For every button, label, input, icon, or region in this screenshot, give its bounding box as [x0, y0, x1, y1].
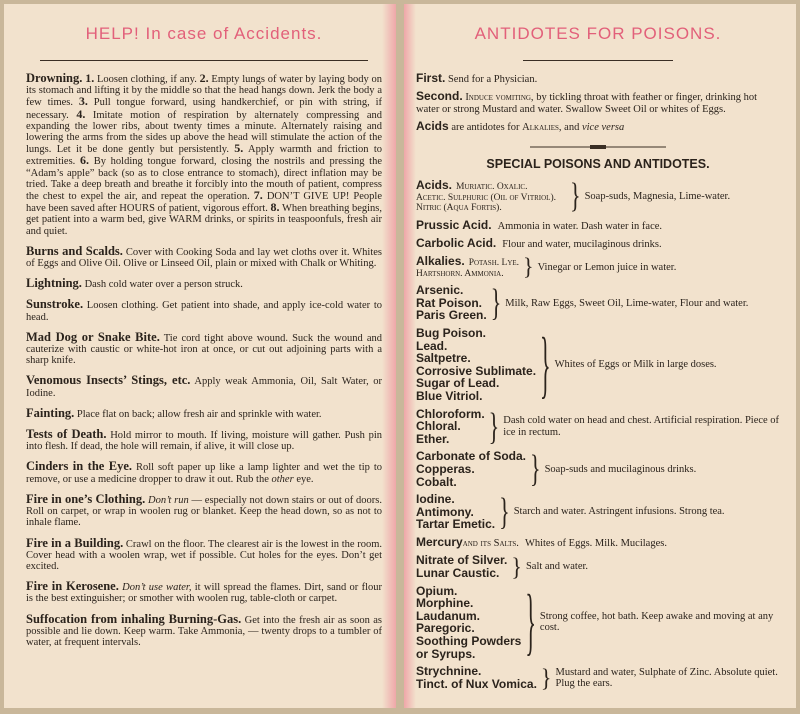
entry-heading: Fire in a Building.: [26, 535, 124, 550]
poison-qualifier: and its Salts.: [462, 537, 519, 549]
brace-glyph: }: [499, 489, 510, 533]
acids-note-text: are antidotes for: [448, 121, 523, 133]
poison-row: [416, 536, 780, 550]
entry-text: Apply weak Ammonia, Oil, Salt Water, or Iodine.: [26, 376, 383, 399]
entry-text: — especially not down stairs or out of doors. Roll on carpet, or wrap in woolen rug or blanket. Keep the head down, so as not to inhale flame.: [26, 494, 383, 529]
accident-entry: [26, 405, 382, 420]
poison-row: [416, 237, 780, 250]
poison-name: Carbolic Acid.: [416, 235, 497, 250]
poison-names: [416, 665, 537, 690]
poison-variety: Muriatic. Oxalic.: [456, 182, 528, 193]
brace-glyph: }: [511, 552, 522, 581]
poison-name: Paregoric.: [416, 621, 475, 636]
poison-name: Chloroform.: [416, 406, 485, 421]
antidote-text: Dash cold water on head and chest. Artificial respiration. Piece of ice in rectum.: [503, 415, 780, 438]
poison-name-line: [416, 255, 519, 269]
entry-heading: Drowning.: [26, 71, 83, 85]
poison-name: Mercury: [416, 534, 463, 549]
step-number: 3.: [78, 94, 88, 109]
entry-text: Loosen clothing, if any.: [94, 74, 200, 85]
poison-name: Corrosive Sublimate.: [416, 363, 537, 378]
poison-name: Saltpetre.: [416, 351, 471, 366]
poison-name: or Syrups.: [416, 646, 476, 661]
acids-note: [416, 118, 780, 133]
entry-text: Crawl on the floor. The clearest air is the lowest in the room. Cover head with a woolen wrap, wet if possible. Cut holes for the eyes. Don’t get excited.: [26, 538, 383, 572]
entry-text: Tie cord tight above wound. Suck the wound and cauterize with caustic or white-hot iron at once, or cut out adjoining parts with a sharp knife.: [26, 332, 382, 367]
antidote-text: Whites of Eggs or Milk in large doses.: [554, 359, 717, 371]
antidote-text: Whites of Eggs. Milk. Mucilages.: [524, 537, 667, 549]
entry-text: Empty lungs of water by laying body on its stomach and lifting it by the middle so that the head hangs down. Jerk the body a few times.: [26, 74, 383, 109]
poison-names: [416, 450, 526, 488]
poison-group: [416, 255, 780, 279]
first-step: [416, 73, 780, 85]
entry-heading: Lightning.: [26, 276, 82, 291]
poison-names: [416, 585, 521, 661]
entry-text: Apply warmth and friction to extremities.: [26, 144, 382, 168]
poison-names: [416, 408, 485, 446]
brace-glyph: }: [525, 577, 536, 664]
poison-name: Carbonate of Soda.: [416, 449, 527, 464]
accident-entry: [26, 375, 382, 398]
poison-name-line: [416, 179, 566, 193]
entry-text: When breathing begins, get patient into a warm bed, give WARM drinks, or spirits in teaspoonfuls, fresh air and quiet.: [26, 203, 382, 237]
step-number: 8.: [270, 200, 280, 215]
poison-group: [416, 446, 780, 490]
entry-text: Cover with Cooking Soda and lay wet cloths over it. Whites of Eggs and Olive Oil. Olive or Linseed Oil, plain or mixed with Chalk or Whiting.: [26, 246, 382, 270]
entry-text: By holding tongue forward, closing the nostrils and pressing the “Adam’s apple” back (so as to close entrance to stomach), direct inflation may be tried. Take a deep breath and breathe it forcibly into the mouth of patient, compress the chest to expel the air, and repeat the operation.: [26, 156, 382, 203]
entry-text: Imitate motion of respiration by alternately compressing and expanding the lower ribs, about twenty times a minute. Alternately raising and lowering the arms from the sides up above the head will stimulate the action of the lungs. Let it be done gently but persistently.: [26, 109, 382, 156]
entry-heading: Cinders in the Eye.: [26, 459, 133, 474]
poison-name: Blue Vitriol.: [416, 389, 483, 404]
step-number: 7.: [253, 188, 263, 203]
poison-names: [416, 327, 536, 403]
entry-heading: Sunstroke.: [26, 297, 84, 312]
antidote-text: Starch and water. Astringent infusions. Strong tea.: [513, 506, 725, 518]
antidote-text: Soap-suds and mucilaginous drinks.: [544, 463, 697, 475]
poison-name: Copperas.: [416, 462, 475, 476]
poison-name: Cobalt.: [416, 474, 457, 489]
entry-heading: Fire in Kerosene.: [26, 579, 119, 594]
acids-note-italic: vice versa: [581, 121, 625, 133]
antidote-text: Mustard and water, Sulphate of Zinc. Absolute quiet. Plug the ears.: [555, 666, 778, 689]
poison-names: [416, 284, 487, 322]
second-step-heading: Second.: [416, 89, 463, 104]
entry-text: Roll soft paper up like a lamp lighter and wet the tip to remove, or use a medicine dropper to draw it out. Rub the: [26, 462, 382, 485]
poison-name: Tartar Emetic.: [416, 517, 496, 532]
title-rule: [40, 60, 368, 61]
flourish-icon: [528, 142, 668, 152]
entry-text: eye.: [293, 473, 314, 485]
entry-heading: Suffocation from inhaling Burning-Gas.: [26, 611, 242, 626]
accident-entry: [26, 581, 382, 604]
poison-name: Morphine.: [416, 596, 474, 611]
brace-glyph: }: [490, 280, 502, 324]
first-step-text: Send for a Physician.: [445, 74, 538, 85]
entry-text: Pull tongue forward, using handkerchief, or pin with string, if necessary.: [26, 97, 382, 121]
antidote-text: Milk, Raw Eggs, Sweet Oil, Lime-water, Flour and water.: [505, 297, 749, 309]
antidote-text: Salt and water.: [525, 561, 589, 573]
poison-name: Sugar of Lead.: [416, 376, 500, 391]
poison-group: [416, 320, 780, 407]
brace-glyph: }: [570, 176, 581, 216]
accident-entry: [26, 429, 382, 452]
entry-emphasis: other: [271, 473, 294, 485]
brace-glyph: }: [540, 320, 551, 407]
brace-glyph: }: [530, 446, 541, 490]
second-step: [416, 91, 780, 115]
right-page: [404, 4, 796, 708]
accident-entry: [26, 461, 382, 484]
poison-name: Lead.: [416, 338, 448, 353]
entry-text: Dash cold water over a person struck.: [81, 279, 243, 291]
accident-entry: [26, 278, 382, 290]
entry-text: Get into the fresh air as soon as possible and lie down. Keep warm. Take Ammonia, — twenty drops to a tumbler of water, at frequent intervals.: [26, 614, 382, 648]
antidote-text: Vinegar or Lemon juice in water.: [537, 261, 677, 273]
poison-name: Prussic Acid.: [416, 217, 492, 232]
poison-name: Rat Poison.: [416, 295, 483, 310]
entry-heading: Fainting.: [26, 405, 75, 420]
accident-entry: [26, 73, 382, 237]
poison-group: [416, 280, 780, 324]
poison-name: Bug Poison.: [416, 326, 486, 341]
entry-emphasis: Don’t use water,: [122, 582, 192, 594]
poison-group: [416, 176, 780, 216]
accident-entry: [26, 243, 382, 270]
poison-group: [416, 554, 780, 579]
poison-name: Soothing Powders: [416, 634, 522, 649]
entry-heading: Mad Dog or Snake Bite.: [26, 329, 160, 344]
acids-note-heading: Acids: [416, 118, 449, 133]
poison-group: [416, 662, 780, 692]
left-page-title: HELP! In case of Accidents.: [85, 24, 323, 43]
step-number: 4.: [76, 106, 86, 121]
accident-entry: [26, 329, 382, 367]
accident-entry: [26, 491, 383, 529]
brace-glyph: }: [488, 404, 500, 448]
poison-name: Laudanum.: [416, 608, 481, 623]
poison-name: Ether.: [416, 431, 450, 446]
right-page-title: ANTIDOTES FOR POISONS.: [474, 24, 722, 43]
second-step-caps: Induce vomiting,: [462, 92, 534, 104]
entry-text: Hold mirror to mouth. If living, moisture will gather. Push pin into flesh. If dead, the hole will remain, if alive, it will close up.: [26, 430, 382, 453]
entry-text: Place flat on back; allow fresh air and sprinkle with water.: [74, 408, 322, 420]
entry-text: Loosen clothing. Get patient into shade, and apply ice-cold water to head.: [26, 300, 382, 323]
poison-name: Strychnine.: [416, 664, 482, 679]
poison-variety: Hartshorn. Ammonia.: [416, 268, 504, 279]
poison-names: [416, 493, 495, 531]
antidote-text: Soap-suds, Magnesia, Lime-water.: [584, 190, 731, 202]
antidote-text: Ammonia in water. Dash water in face.: [497, 220, 663, 232]
accident-entry: [26, 611, 382, 649]
step-number: 2.: [199, 71, 209, 85]
poison-name: Arsenic.: [416, 283, 464, 298]
poison-list: [416, 176, 780, 692]
step-number: 6.: [80, 153, 89, 168]
poison-row: [416, 219, 780, 232]
entry-text: it will spread the flames. Dirt, sand or flour is the best extinguisher; or smother with woolen rug, table-cloth or carpet.: [26, 582, 382, 605]
poison-names: [416, 255, 519, 279]
acids-note-text: and: [561, 121, 582, 133]
step-number: 1.: [85, 71, 95, 85]
poison-name: Iodine.: [416, 492, 455, 507]
brace-glyph: }: [523, 253, 534, 281]
brace-glyph: }: [540, 662, 552, 692]
flourish-divider: [416, 139, 780, 151]
poison-name: Lunar Caustic.: [416, 566, 500, 581]
step-number: 5.: [234, 141, 244, 156]
poison-group: [416, 577, 780, 664]
poison-variety: Potash. Lye.: [468, 258, 520, 269]
antidote-text: Strong coffee, hot bath. Keep awake and moving at any cost.: [539, 611, 774, 634]
poison-name: Nitrate of Silver.: [416, 553, 508, 568]
poison-name: Tinct. of Nux Vomica.: [416, 676, 537, 691]
poison-name: Chloral.: [416, 419, 461, 434]
entry-heading: Tests of Death.: [26, 427, 107, 442]
poison-variety: Acetic. Sulphuric (Oil of Vitriol). Nitric (Aqua Fortis).: [416, 192, 556, 214]
poison-name: Alkalies.: [416, 254, 465, 269]
section-title: SPECIAL POISONS AND ANTIDOTES.: [486, 157, 710, 172]
second-step-text: by tickling throat with feather or finger, drinking hot water or strong Mustard and water. Swallow Sweet Oil or whites of Eggs.: [416, 92, 758, 115]
poison-group: [416, 404, 780, 448]
antidote-text: Flour and water, mucilaginous drinks.: [502, 238, 662, 250]
entry-text: DON’T GIVE UP! People have been saved after HOURS of patient, vigorous effort.: [26, 191, 383, 215]
entry-emphasis: Don’t run: [148, 494, 189, 506]
entry-heading: Venomous Insects’ Stings, etc.: [26, 373, 191, 388]
poison-group: [416, 489, 780, 533]
accident-entry: [26, 299, 382, 322]
first-step-heading: First.: [416, 71, 446, 85]
title-rule: [523, 60, 673, 61]
left-page: [4, 4, 396, 708]
entry-heading: Fire in one’s Clothing.: [26, 491, 146, 506]
poison-name: Opium.: [416, 583, 458, 598]
acids-note-caps: Alkalies,: [522, 121, 562, 133]
entry-heading: Burns and Scalds.: [26, 243, 123, 258]
accident-entry: [26, 535, 383, 573]
poison-names: [416, 179, 566, 214]
poison-names: [416, 554, 507, 579]
poison-name: Paris Green.: [416, 308, 487, 323]
accident-list: [26, 73, 382, 648]
poison-name: Antimony.: [416, 504, 474, 519]
poison-name: Acids.: [416, 178, 453, 193]
